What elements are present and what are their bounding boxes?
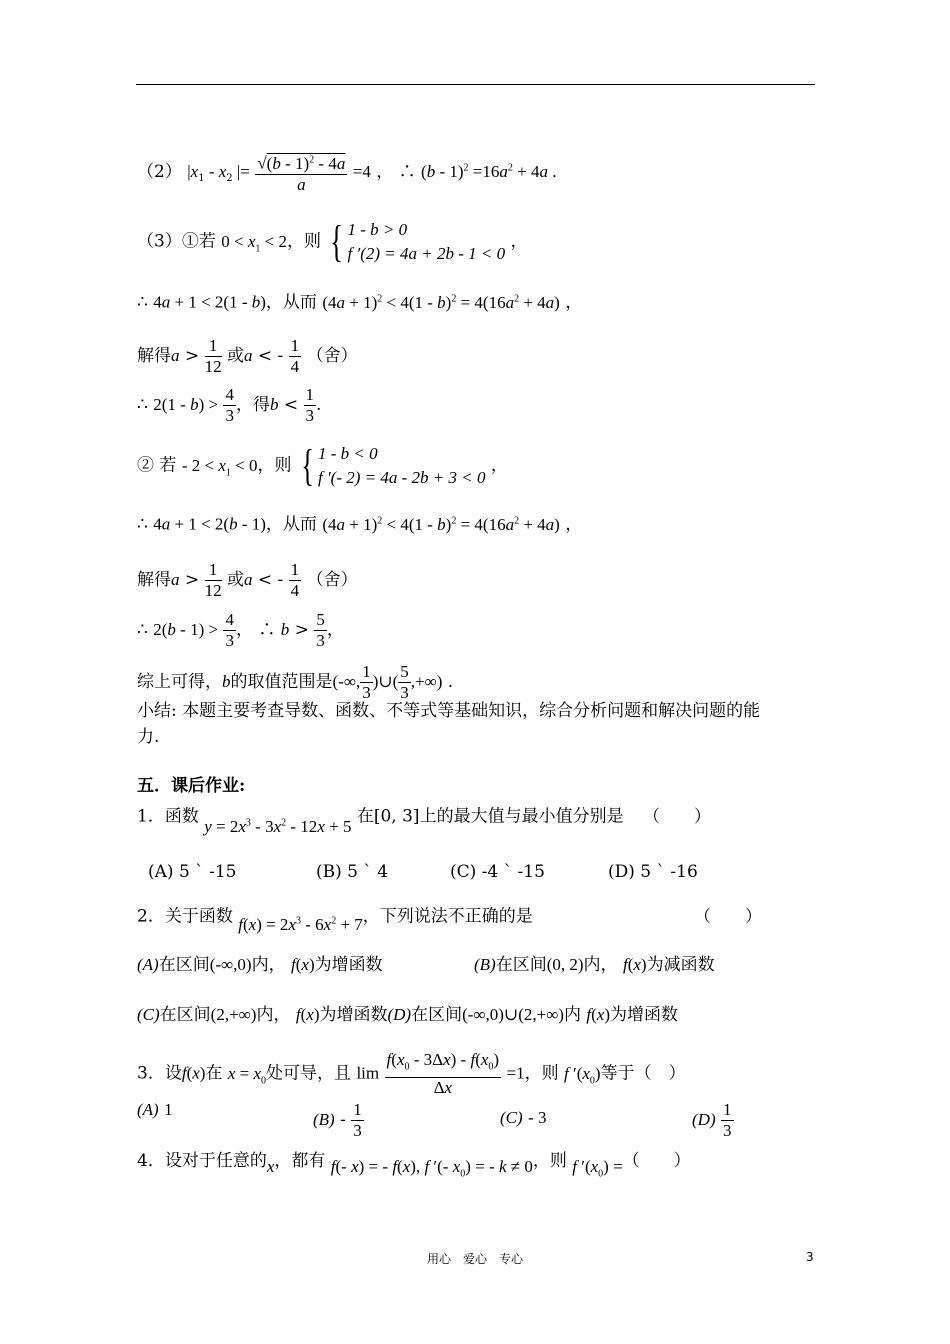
fraction-root: $\frac{√(b - 1)^2 - 4a}{a}$ (255, 150, 347, 195)
label-p2: （2） (137, 161, 182, 182)
q1-option-b: (B) 5 ` 4 (316, 862, 389, 882)
q2-option-b: (B)在区间(0, 2)内， f(x)为减函数 (474, 955, 715, 975)
line-therefore2: ∴ 4a + 1 < 2(b - 1)，从而 $(4a + 1)^2 < 4(1 - b)^2 = 4(16a^2 + 4a)$ ， (137, 514, 583, 535)
footer-text: 用心 爱心 专心 (426, 1252, 523, 1266)
line-part2: （2） $|x_1 - x_2$ |= $\frac{√(b - 1)^2 - 4a}{a}$ =4 ， ∴ $(b - 1)^2 =16a^2 + 4a$ . (137, 150, 556, 195)
line-part3: （3）①若 $0 < x_1 < 2$，则 { 1 - b > 0 f ′(2) = 4a + 2b - 1 < 0 ， (137, 217, 528, 266)
line-result1: ∴ 2(1 - b) > $\frac{4}{3}$ ，得b < $\frac{1}{3}$ . (137, 385, 322, 425)
q3: 3．设f(x)在 $x = x_0$处可导，且 lim $\frac{f(x_0 - 3\Delta x) - f(x_0)}{\Delta x}$ =1，则 f $'(x_0)$等于（ ） (137, 1050, 686, 1098)
q1: 1．函数 $y = 2x^3 - 3x^2 - 12x + 5$ 在[0, 3]上的最大值与最小值分别是 （ ） (137, 806, 711, 836)
q1-option-c: (C) -4 ` -15 (450, 862, 545, 882)
q4: 4．设对于任意的x，都有 f(- x) = - f(x), f ′(- $x_0$) = - k ≠ 0，则 f $'(x_0)$ =（ ） (137, 1151, 691, 1180)
q2-option-a: (A)在区间(-∞,0)内， f(x)为增函数 (137, 955, 383, 975)
q3-option-b: (B) - $\frac{1}{3}$ (313, 1100, 362, 1140)
line-solve2: 解得a > $\frac{1}{12}$ 或a < - $\frac{1}{4}$ （舍） (137, 560, 358, 600)
line-conclusion: 综上可得，b的取值范围是(-∞, $\frac{1}{3}$ )∪( $\frac{5}{3}$ ,+∞) . (137, 662, 454, 702)
page-number: 3 (806, 1250, 814, 1264)
q3-option-c: (C) - 3 (500, 1108, 547, 1127)
q2: 2．关于函数 $f(x) = 2x^3 - 6x^2 + 7$，下列说法不正确的是 (137, 906, 533, 934)
line-solve1: 解得a > $\frac{1}{12}$ 或a < - $\frac{1}{4}$ （舍） (137, 336, 358, 376)
q3-option-d: (D) $\frac{1}{3}$ (692, 1100, 732, 1140)
line-result2: ∴ 2(b - 1) > $\frac{4}{3}$ ， ∴ b > $\frac{5}{3}$ ， (137, 610, 344, 650)
q2-option-c: (C)在区间(2,+∞)内， f(x)为增函数(D)在区间(-∞,0)∪(2,+∞)内 f(x)为增函数 (137, 1005, 679, 1025)
line-therefore1: ∴ 4a + 1 < 2(1 - b)，从而 $(4a + 1)^2 < 4(1 - b)^2 = 4(16a^2 + 4a)$ ， (137, 292, 583, 313)
q2-paren: （ ） (694, 907, 762, 927)
header-rule (136, 84, 815, 85)
homework-title: 五．课后作业: (137, 776, 246, 796)
summary-line2: 力. (137, 727, 160, 747)
summary-line1: 小结: 本题主要考查导数、函数、不等式等基础知识，综合分析问题和解决问题的能 (137, 701, 761, 721)
q1-option-d: (D) 5 ` -16 (608, 862, 698, 882)
q3-option-a: (A) 1 (137, 1100, 173, 1119)
q1-option-a: (A) 5 ` -15 (148, 862, 237, 882)
line-part3b: ② 若 - $2 < x_1 < 0$，则 { 1 - b < 0 f ′(- 2) = 4a - 2b + 3 < 0 ， (137, 441, 508, 490)
